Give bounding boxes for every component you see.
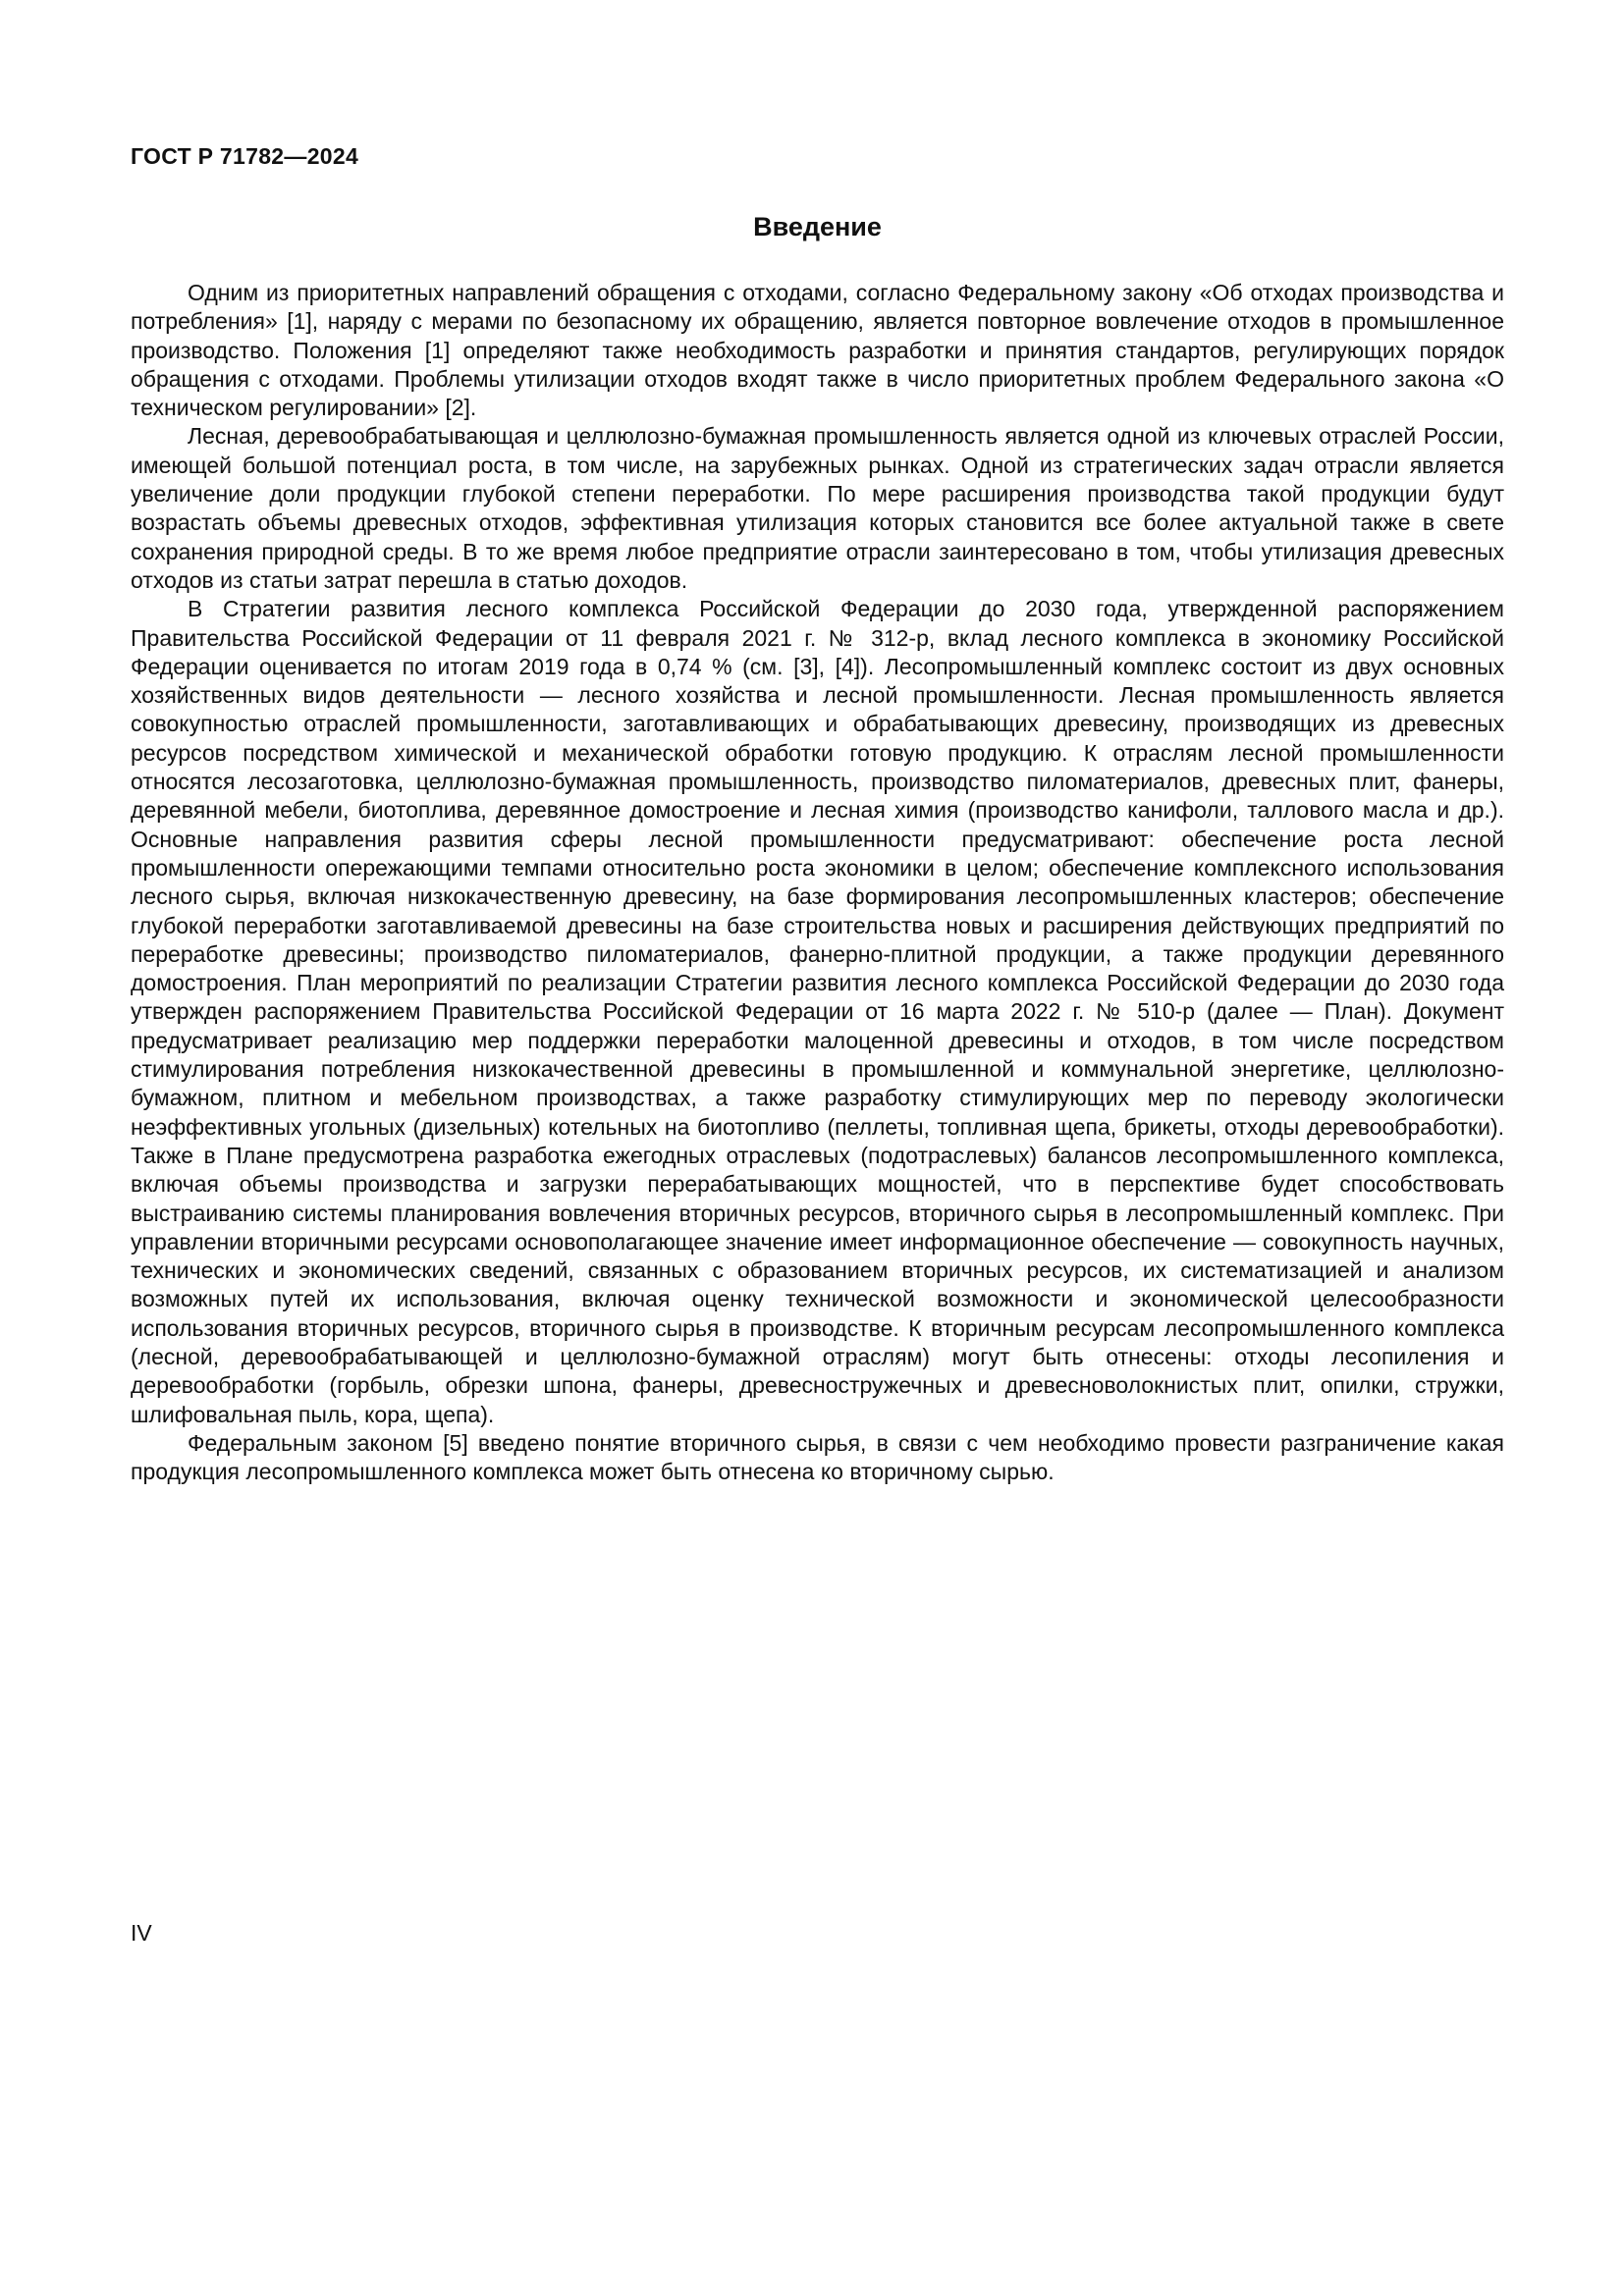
paragraph-2: Лесная, деревообрабатывающая и целлюлозно-бумажная промышленность является одной из ключевых отраслей России, имеющей большой потенциал роста, в том числе, на зарубежных рынках. Одной из стратегических задач отрасли является увеличение доли продукции глубокой степени переработки. По мере расширения производства такой продукции будут возрастать объемы древесных отходов, эффективная утилизация которых становится все более актуальной также в свете сохранения природной среды. В то же время любое предприятие отрасли заинтересовано в том, чтобы утилизация древесных отходов из статьи затрат перешла в статью доходов. [131,423,1504,593]
document-body [131,279,1504,1486]
page-title: Введение [753,212,882,241]
paragraph-1: Одним из приоритетных направлений обращения с отходами, согласно Федеральному закону «Об отходах производства и потребления» [1], наряду с мерами по безопасному их обращению, является повторное вовлечение отходов в промышленное производство. Положения [1] определяют также необходимость разработки и принятия стандартов, регулирующих порядок обращения с отходами. Проблемы утилизации отходов входят также в число приоритетных проблем Федерального закона «О техническом регулировании» [2]. [131,280,1504,421]
page-number: IV [131,1920,152,1946]
document-code-header: ГОСТ Р 71782—2024 [131,143,359,169]
paragraph-3: В Стратегии развития лесного комплекса Российской Федерации до 2030 года, утвержденной распоряжением Правительства Российской Федерации от 11 февраля 2021 г. № 312-р, вклад лесного комплекса в экономику Российской Федерации оценивается по итогам 2019 года в 0,74 % (см. [3], [4]). Лесопромышленный комплекс состоит из двух основных хозяйственных видов деятельности — лесного хозяйства и лесной промышленности. Лесная промышленность является совокупностью отраслей промышленности, заготавливающих и обрабатывающих древесину, производящих из древесных ресурсов посредством химической и механической обработки готовую продукцию. К отраслям лесной промышленности относятся лесозаготовка, целлюлозно-бумажная промышленность, производство пиломатериалов, древесных плит, фанеры, деревянной мебели, биотоплива, деревянное домостроение и лесная химия (производство канифоли, таллового масла и др.). Основные направления развития сферы лесной промышленности предусматривают: обеспечение роста лесной промышленности опережающими темпами относительно роста экономики в целом; обеспечение комплексного использования лесного сырья, включая низкокачественную древесину, на базе формирования лесопромышленных кластеров; обеспечение глубокой переработки заготавливаемой древесины на базе строительства новых и расширения действующих предприятий по переработке древесины; производство пиломатериалов, фанерно-плитной продукции, а также продукции деревянного домостроения. План мероприятий по реализации Стратегии развития лесного комплекса Российской Федерации до 2030 года утвержден распоряжением Правительства Российской Федерации от 16 марта 2022 г. № 510-р (далее — План). Документ предусматривает реализацию мер поддержки переработки малоценной древесины и отходов, в том числе посредством стимулирования потребления низкокачественной древесины в промышленной и коммунальной энергетике, целлюлозно-бумажном, плитном и мебельном производствах, а также разработку стимулирующих мер по переводу экологически неэффективных угольных (дизельных) котельных на биотопливо (пеллеты, топливная щепа, брикеты, отходы деревообработки). Также в Плане предусмотрена разработка ежегодных отраслевых (подотраслевых) балансов лесопромышленного комплекса, включая объемы производства и загрузки перерабатывающих мощностей, что в перспективе будет способствовать выстраиванию системы планирования вовлечения вторичных ресурсов, вторичного сырья в лесопромышленный комплекс. При управлении вторичными ресурсами основополагающее значение имеет информационное обеспечение — совокупность научных, технических и экономических сведений, связанных с образованием вторичных ресурсов, их систематизацией и анализом возможных путей их использования, включая оценку технической возможности и экономической целесообразности использования вторичных ресурсов, вторичного сырья в производстве. К вторичным ресурсам лесопромышленного комплекса (лесной, деревообрабатывающей и целлюлозно-бумажной отраслям) могут быть отнесены: отходы лесопиления и деревообработки (горбыль, обрезки шпона, фанеры, древесностружечных и древесноволокнистых плит, опилки, стружки, шлифовальная пыль, кора, щепа). [131,596,1504,1427]
paragraph-4: Федеральным законом [5] введено понятие вторичного сырья, в связи с чем необходимо провести разграничение какая продукция лесопромышленного комплекса может быть отнесена ко вторичному сырью. [131,1429,1504,1485]
